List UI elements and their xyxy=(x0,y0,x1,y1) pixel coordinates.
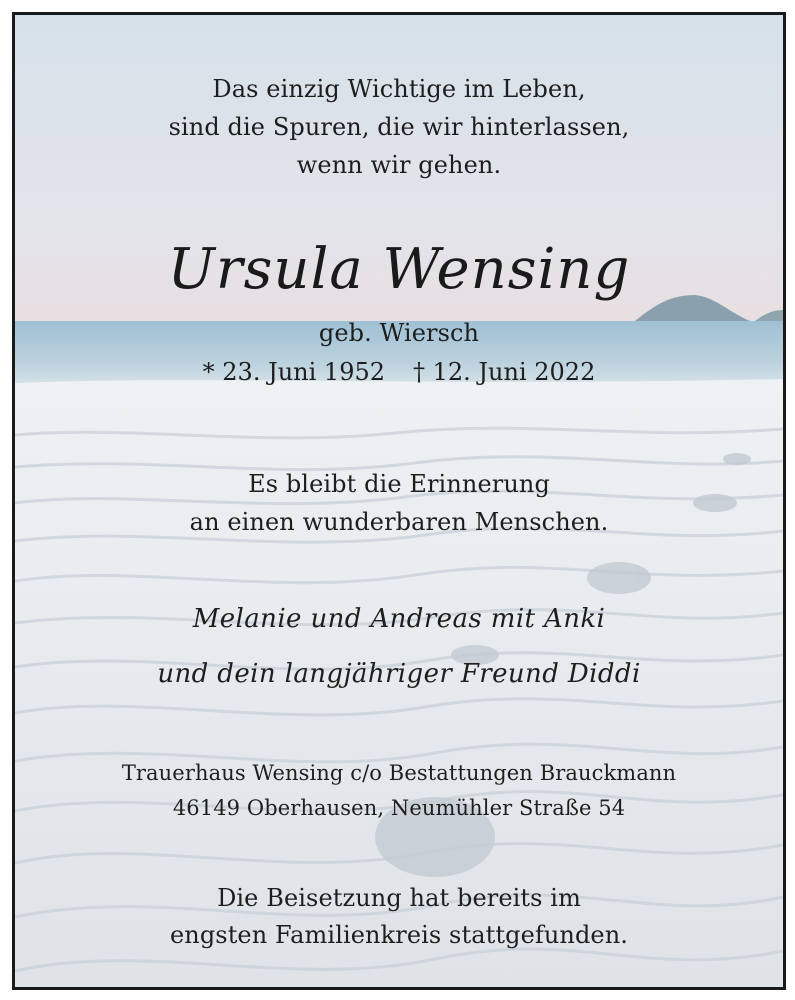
death-date: † 12. Juni 2022 xyxy=(413,358,596,386)
address-line-1: Trauerhaus Wensing c/o Bestattungen Brauckmann xyxy=(121,761,677,785)
address-line-2: 46149 Oberhausen, Neumühler Straße 54 xyxy=(172,796,626,820)
life-dates xyxy=(15,358,783,386)
verse-line-1: Das einzig Wichtige im Leben, xyxy=(212,75,586,103)
mourners-line-1: Melanie und Andreas mit Anki xyxy=(192,604,606,634)
birth-date: * 23. Juni 1952 xyxy=(202,358,385,386)
burial-note-line-1: Die Beisetzung hat bereits im xyxy=(217,884,581,912)
memory-line-1: Es bleibt die Erinnerung xyxy=(248,470,550,498)
deceased-name: Ursula Wensing xyxy=(167,237,631,302)
memory-line-2: an einen wunderbaren Menschen. xyxy=(189,508,609,536)
birth-name: geb. Wiersch xyxy=(318,319,480,347)
verse-line-2: sind die Spuren, die wir hinterlassen, xyxy=(168,113,630,141)
verse-line-3: wenn wir gehen. xyxy=(296,151,502,179)
obituary-card xyxy=(12,12,786,990)
burial-note-line-2: engsten Familienkreis stattgefunden. xyxy=(169,921,629,949)
mourners-line-2: und dein langjähriger Freund Diddi xyxy=(157,659,641,689)
